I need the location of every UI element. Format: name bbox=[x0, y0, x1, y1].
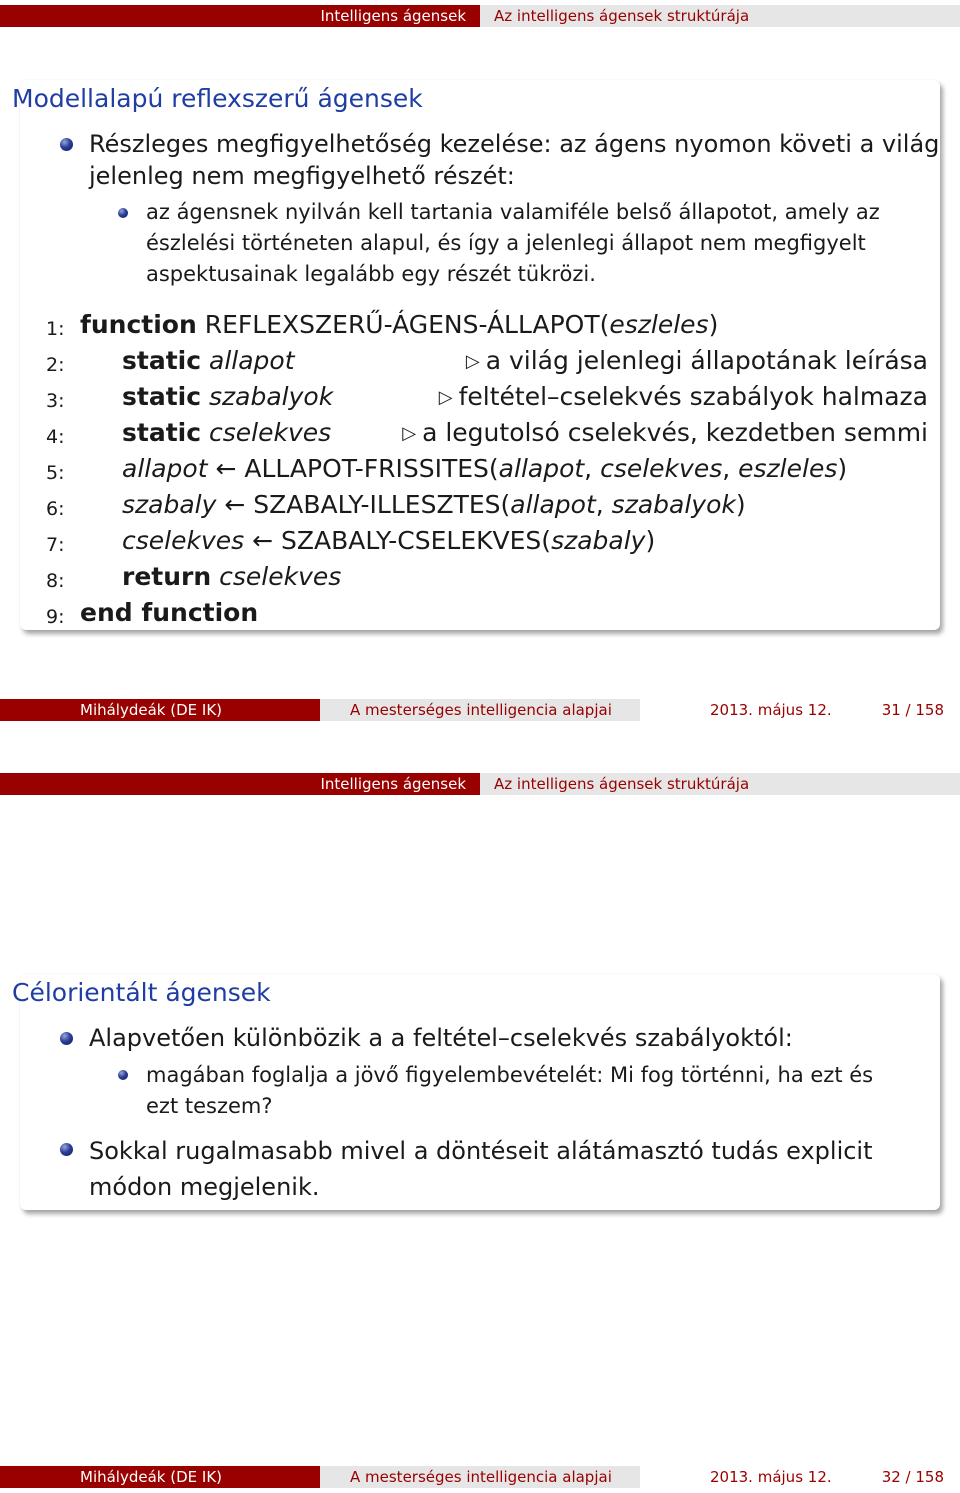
block-title: Modellalapú reflexszerű ágensek bbox=[12, 84, 423, 113]
line-number: 8: bbox=[46, 570, 65, 592]
variable: szabaly bbox=[122, 490, 217, 519]
subbullet-text bbox=[146, 1060, 873, 1122]
function-name: SZABALY-ILLESZTES( bbox=[253, 490, 511, 519]
argument: eszleles bbox=[738, 454, 838, 483]
algo-code bbox=[122, 418, 331, 447]
header-subsection[interactable]: Az intelligens ágensek struktúrája bbox=[480, 5, 960, 27]
paren: ) bbox=[735, 490, 746, 519]
comment-triangle-icon: ▷ bbox=[465, 351, 480, 372]
line-number: 3: bbox=[46, 390, 65, 412]
algo-code bbox=[122, 346, 295, 375]
footer-page[interactable]: 32 / 158 bbox=[881, 1468, 944, 1486]
algo-line-4 bbox=[0, 418, 940, 454]
footer-bar bbox=[0, 1466, 960, 1488]
assign-arrow-icon: ← bbox=[215, 454, 237, 483]
subbullet-line: az ágensnek nyilván kell tartania valamiféle belső állapotot, amely az bbox=[146, 200, 880, 224]
argument: szabaly bbox=[551, 526, 646, 555]
line-number: 7: bbox=[46, 534, 65, 556]
algo-line-5 bbox=[0, 454, 940, 490]
header-section[interactable]: Intelligens ágensek bbox=[0, 773, 480, 795]
separator: , bbox=[584, 454, 601, 483]
algo-line-7 bbox=[0, 526, 940, 562]
paren: ) bbox=[837, 454, 848, 483]
bullet-text bbox=[89, 1133, 873, 1205]
bullet-line: Alapvetően különbözik a a feltétel–cselekvés szabályoktól: bbox=[89, 1024, 793, 1052]
algo-line-8 bbox=[0, 562, 940, 598]
argument: cselekves bbox=[600, 454, 723, 483]
subbullet-ball-icon bbox=[118, 208, 128, 218]
assign-arrow-icon: ← bbox=[224, 490, 246, 519]
footer-date: 2013. május 12. bbox=[710, 1468, 832, 1486]
header-bar bbox=[0, 773, 960, 795]
algo-comment bbox=[466, 346, 928, 375]
variable: cselekves bbox=[209, 418, 332, 447]
variable: cselekves bbox=[219, 562, 342, 591]
function-name: SZABALY-CSELEKVES( bbox=[281, 526, 552, 555]
assign-arrow-icon: ← bbox=[252, 526, 274, 555]
comment-text: a világ jelenlegi állapotának leírása bbox=[485, 346, 928, 375]
footer-date: 2013. május 12. bbox=[710, 701, 832, 719]
algo-line-1 bbox=[0, 310, 940, 346]
algo-code bbox=[122, 454, 847, 483]
footer-date-page bbox=[640, 1466, 960, 1488]
algo-line-6 bbox=[0, 490, 940, 526]
comment-triangle-icon: ▷ bbox=[402, 423, 417, 444]
comment-text: a legutolsó cselekvés, kezdetben semmi bbox=[422, 418, 928, 447]
bullet-line: jelenleg nem megfigyelhető részét: bbox=[89, 162, 515, 190]
algo-line-9 bbox=[0, 598, 940, 634]
variable: allapot bbox=[122, 454, 208, 483]
bullet-line: módon megjelenik. bbox=[89, 1173, 320, 1201]
line-number: 1: bbox=[46, 318, 65, 340]
footer-title[interactable]: A mesterséges intelligencia alapjai bbox=[320, 699, 640, 721]
footer-bar bbox=[0, 699, 960, 721]
slide-32 bbox=[0, 768, 960, 1490]
line-number: 2: bbox=[46, 354, 65, 376]
subbullet-line: magában foglalja a jövő figyelembevételét: Mi fog történni, ha ezt és bbox=[146, 1063, 874, 1087]
comment-text: feltétel–cselekvés szabályok halmaza bbox=[458, 382, 928, 411]
bullet-ball-icon bbox=[60, 1143, 73, 1156]
function-name: ALLAPOT-FRISSITES( bbox=[244, 454, 499, 483]
argument: szabalyok bbox=[611, 490, 736, 519]
keyword: static bbox=[122, 418, 202, 447]
footer-title[interactable]: A mesterséges intelligencia alapjai bbox=[320, 1466, 640, 1488]
header-bar bbox=[0, 5, 960, 27]
line-number: 4: bbox=[46, 426, 65, 448]
separator: , bbox=[595, 490, 612, 519]
variable: szabalyok bbox=[209, 382, 334, 411]
line-number: 6: bbox=[46, 498, 65, 520]
bullet-text bbox=[89, 128, 939, 192]
keyword: static bbox=[122, 346, 202, 375]
algo-code bbox=[122, 382, 333, 411]
algo-comment bbox=[439, 382, 928, 411]
algo-comment bbox=[402, 418, 928, 447]
block-title: Célorientált ágensek bbox=[12, 978, 271, 1007]
paren: ) bbox=[645, 526, 656, 555]
keyword: end function bbox=[80, 598, 259, 627]
keyword: function bbox=[80, 310, 197, 339]
header-subsection[interactable]: Az intelligens ágensek struktúrája bbox=[480, 773, 960, 795]
bullet-ball-icon bbox=[60, 138, 73, 151]
argument: allapot bbox=[498, 454, 585, 483]
algo-code bbox=[122, 526, 655, 555]
slide-31 bbox=[0, 0, 960, 722]
bullet-line: Részleges megfigyelhetőség kezelése: az ágens nyomon követi a világ bbox=[89, 130, 940, 158]
algo-line-3 bbox=[0, 382, 940, 418]
footer-date-page bbox=[640, 699, 960, 721]
footer-page[interactable]: 31 / 158 bbox=[881, 701, 944, 719]
bullet-ball-icon bbox=[60, 1032, 73, 1045]
algo-code bbox=[80, 310, 718, 339]
line-number: 9: bbox=[46, 606, 65, 628]
argument: eszleles bbox=[609, 310, 709, 339]
subbullet-line: észlelési történeten alapul, és így a jelenlegi állapot nem megfigyelt bbox=[146, 231, 866, 255]
subbullet-ball-icon bbox=[118, 1070, 128, 1080]
algo-code bbox=[80, 598, 258, 627]
variable: cselekves bbox=[122, 526, 245, 555]
function-name: REFLEXSZERŰ-ÁGENS-ÁLLAPOT( bbox=[204, 310, 610, 339]
argument: allapot bbox=[510, 490, 596, 519]
line-number: 5: bbox=[46, 462, 65, 484]
subbullet-line: aspektusainak legalább egy részét tükrözi. bbox=[146, 262, 596, 286]
keyword: return bbox=[122, 562, 212, 591]
paren: ) bbox=[708, 310, 719, 339]
keyword: static bbox=[122, 382, 202, 411]
algo-line-2 bbox=[0, 346, 940, 382]
algo-code bbox=[122, 562, 341, 591]
separator: , bbox=[722, 454, 739, 483]
footer-author[interactable]: Mihálydeák (DE IK) bbox=[0, 699, 320, 721]
subbullet-line: ezt teszem? bbox=[146, 1094, 273, 1118]
subbullet-text bbox=[146, 197, 880, 290]
header-section[interactable]: Intelligens ágensek bbox=[0, 5, 480, 27]
algo-code bbox=[122, 490, 746, 519]
bullet-line: Sokkal rugalmasabb mivel a döntéseit alátámasztó tudás explicit bbox=[89, 1137, 873, 1165]
variable: allapot bbox=[209, 346, 295, 375]
bullet-text bbox=[89, 1022, 793, 1054]
slide-separator bbox=[0, 722, 960, 768]
comment-triangle-icon: ▷ bbox=[438, 387, 453, 408]
footer-author[interactable]: Mihálydeák (DE IK) bbox=[0, 1466, 320, 1488]
